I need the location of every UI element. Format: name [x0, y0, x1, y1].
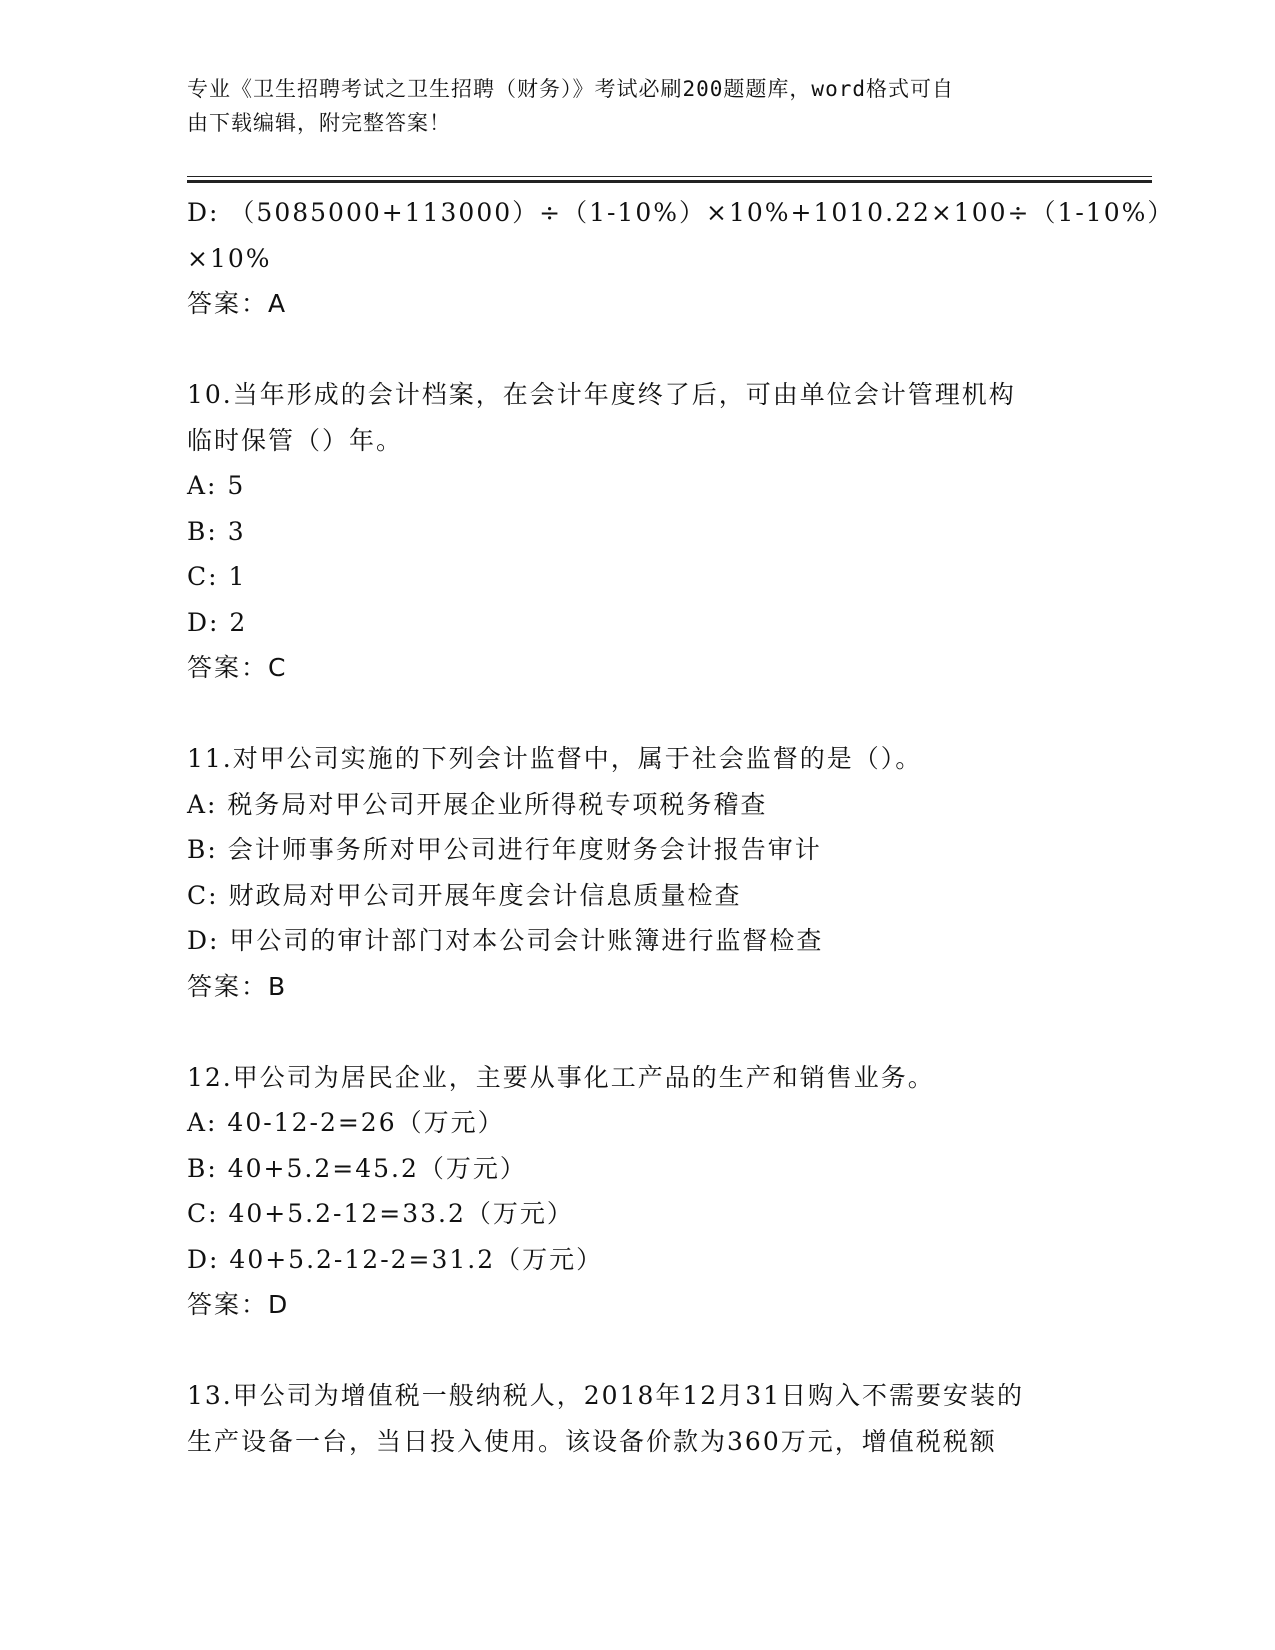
header-line-2: 由下载编辑，附完整答案！	[187, 111, 451, 135]
option-a: A: 40-12-2=26（万元）	[187, 1108, 505, 1137]
header-divider-thin	[187, 176, 1152, 177]
option-b: B: 会计师事务所对甲公司进行年度财务会计报告审计	[187, 835, 822, 864]
question-stem: 13.甲公司为增值税一般纳税人，2018年12月31日购入不需要安装的	[187, 1381, 1025, 1410]
answer-line: 答案：B	[187, 971, 288, 1001]
question-stem: 12.甲公司为居民企业，主要从事化工产品的生产和销售业务。	[187, 1062, 935, 1092]
answer-line: 答案：C	[187, 653, 288, 682]
option-d: D: 40+5.2-12-2=31.2（万元）	[187, 1244, 604, 1274]
document-header	[187, 72, 1067, 140]
option-d: D: 2	[187, 607, 248, 637]
option-c: C: 40+5.2-12=33.2（万元）	[187, 1199, 574, 1228]
question-list	[187, 190, 1175, 1464]
option-b: B: 40+5.2=45.2（万元）	[187, 1153, 527, 1183]
header-divider-thick	[187, 180, 1152, 183]
option-c: C: 1	[187, 562, 247, 591]
question-stem-continued: 生产设备一台，当日投入使用。该设备价款为360万元，增值税税额	[187, 1426, 997, 1456]
option-d: D: （5085000+113000）÷（1-10%）×10%+1010.22×100÷（1-10%）	[187, 198, 1175, 227]
question-stem-continued: 临时保管（）年。	[187, 425, 404, 455]
option-a: A: 5	[187, 471, 246, 500]
option-d-continued: ×10%	[187, 243, 272, 273]
question-stem: 11.对甲公司实施的下列会计监督中，属于社会监督的是（）。	[187, 744, 923, 773]
option-a: A: 税务局对甲公司开展企业所得税专项税务稽查	[187, 789, 768, 819]
option-d: D: 甲公司的审计部门对本公司会计账簿进行监督检查	[187, 926, 824, 955]
option-b: B: 3	[187, 516, 246, 546]
answer-line: 答案：A	[187, 289, 288, 318]
answer-line: 答案：D	[187, 1290, 290, 1319]
question-stem: 10.当年形成的会计档案，在会计年度终了后，可由单位会计管理机构	[187, 380, 1016, 409]
header-line-1: 专业《卫生招聘考试之卫生招聘（财务）》考试必刷200题题库，word格式可自	[187, 77, 954, 101]
option-c: C: 财政局对甲公司开展年度会计信息质量检查	[187, 880, 742, 910]
